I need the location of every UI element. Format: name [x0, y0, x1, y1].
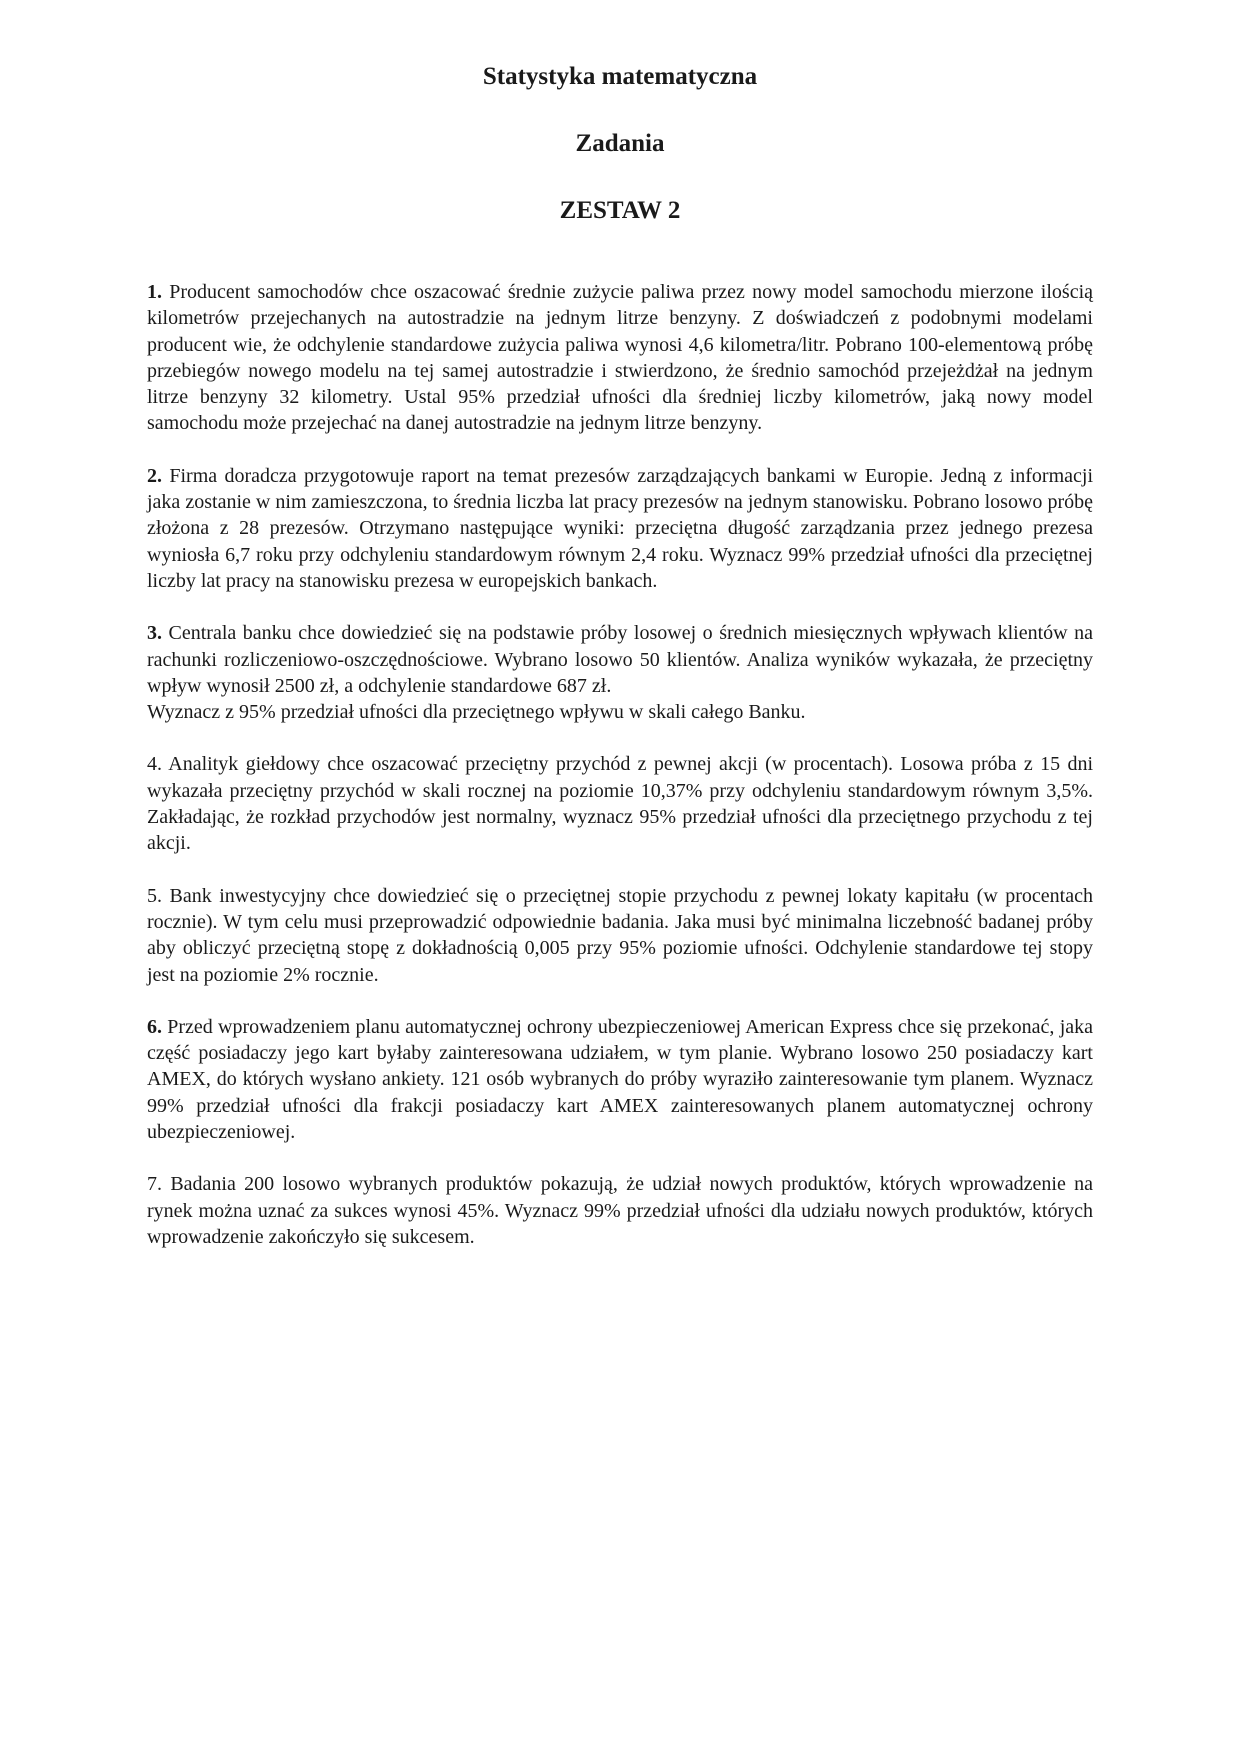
task-6 [147, 1014, 1093, 1145]
task-text-line2: Wyznacz z 95% przedział ufności dla przeciętnego wpływu w skali całego Banku. [147, 701, 806, 724]
document-subtitle: Zadania [575, 130, 665, 157]
task-7 [147, 1171, 1093, 1250]
task-number: 2. [147, 464, 162, 487]
task-text: Badania 200 losowo wybranych produktów pokazują, że udział nowych produktów, których wprowadzenie na rynek można uznać za sukces wynosi 45%. Wyznacz 99% przedział ufności dla udziału nowych produktów, których wprowadzenie zakończyło się sukcesem. [147, 1173, 1094, 1248]
task-text: Centrala banku chce dowiedzieć się na podstawie próby losowej o średnich miesięcznych wpływach klientów na rachunki rozliczeniowo-oszczędnościowe. Wybrano losowo 50 klientów. Analiza wyników wykazała, że przeciętny wpływ wynosił 2500 zł, a odchylenie standardowe 687 zł. [147, 622, 1093, 697]
task-5 [147, 883, 1093, 988]
task-text: Producent samochodów chce oszacować średnie zużycie paliwa przez nowy model samochodu mierzone ilością kilometrów przejechanych na autostradzie na jednym litrze benzyny. Z doświadczeń z podobnymi modelami producent wie, że odchylenie standardowe zużycia paliwa wynosi 4,6 kilometra/litr. Pobrano 100-elementową próbę przebiegów nowego modelu na tej samej autostradzie i stwierdzono, że średnio samochód przejeżdżał na jednym litrze benzyny 32 kilometry. Ustal 95% przedział ufności dla średniej liczby kilometrów, jaką nowy model samochodu może przejechać na danej autostradzie na jednym litrze benzyny. [147, 281, 1094, 435]
task-number: 6. [147, 1015, 162, 1038]
task-number: 1. [147, 281, 162, 303]
task-list [147, 279, 1093, 1276]
task-1 [147, 279, 1093, 437]
task-4 [147, 751, 1093, 856]
task-number: 7. [147, 1173, 162, 1196]
task-number: 4. [147, 753, 162, 776]
task-text: Bank inwestycyjny chce dowiedzieć się o przeciętnej stopie przychodu z pewnej lokaty kapitału (w procentach rocznie). W tym celu musi przeprowadzić odpowiednie badania. Jaka musi być minimalna liczebność badanej próby aby obliczyć przeciętną stopę z dokładnością 0,005 przy 95% poziomie ufności. Odchylenie standardowe tej stopy jest na poziomie 2% rocznie. [147, 884, 1093, 986]
task-number: 5. [147, 884, 162, 907]
task-text: Analityk giełdowy chce oszacować przeciętny przychód z pewnej akcji (w procentach). Losowa próba z 15 dni wykazała przeciętny przychód w skali rocznej na poziomie 10,37% przy odchyleniu standardowym równym 3,5%. Zakładając, że rozkład przychodów jest normalny, wyznacz 95% przedział ufności dla przeciętnego przychodu z tej akcji. [147, 753, 1094, 855]
document-title: Statystyka matematyczna [482, 63, 758, 90]
task-number: 3. [147, 622, 162, 645]
task-3 [147, 620, 1093, 725]
task-text: Firma doradcza przygotowuje raport na temat prezesów zarządzających bankami w Europie. Jedną z informacji jaka zostanie w nim zamieszczona, to średnia liczba lat pracy prezesów na jednym stanowisku. Pobrano losowo próbę złożona z 28 prezesów. Otrzymano następujące wyniki: przeciętna długość zarządzania przez jednego prezesa wyniosła 6,7 roku przy odchyleniu standardowym równym 2,4 roku. Wyznacz 99% przedział ufności dla przeciętnej liczby lat pracy na stanowisku prezesa w europejskich bankach. [147, 464, 1094, 592]
set-title: ZESTAW 2 [559, 197, 681, 224]
task-2 [147, 463, 1093, 594]
task-text: Przed wprowadzeniem planu automatycznej ochrony ubezpieczeniowej American Express chce się przekonać, jaka część posiadaczy jego kart byłaby zainteresowana udziałem, w tym planie. Wybrano losowo 250 posiadaczy kart AMEX, do których wysłano ankiety. 121 osób wybranych do próby wyraziło zainteresowanie tym planem. Wyznacz 99% przedział ufności dla frakcji posiadaczy kart AMEX zainteresowanych planem automatycznej ochrony ubezpieczeniowej. [147, 1015, 1094, 1144]
